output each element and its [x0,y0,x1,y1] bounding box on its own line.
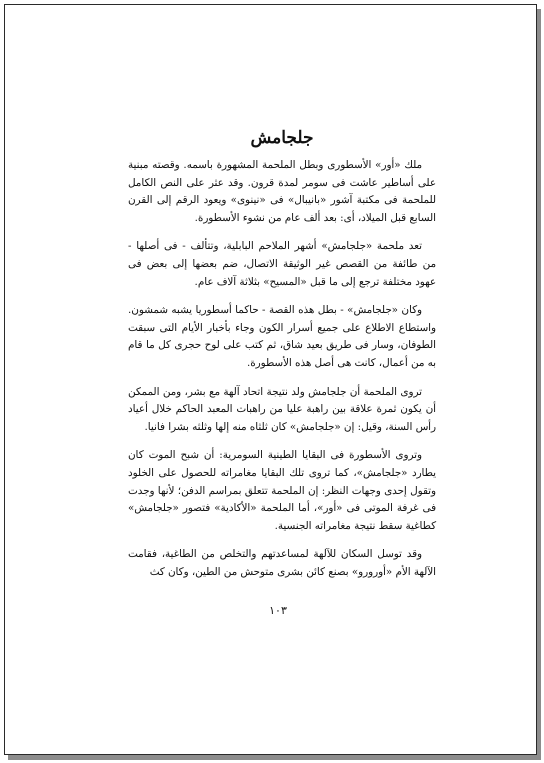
paragraph: وتروى الأسطورة فى البقايا الطينية السومرية: أن شبح الموت كان يطارد «جلجامش»، كما تروى تلك البقايا مغامراته للحصول على الخلود وتقول إحدى وجهات النظر: إن الملحمة تتعلق بمراسم الدفن؛ لأنها وجدت فى غرفة الموتى فى «أور»، أما الملحمة «الأكادية» فتصور «جلجامش» كطاغية سقط نتيجة مغامراته الجنسية. [128,449,436,532]
page [4,4,537,755]
paragraph: تعد ملحمة «جلجامش» أشهر الملاحم البابلية، وتتألف - فى أصلها - من طائفة من القصص غير الوثيقة الاتصال، ضم بعضها إلى بعض فى عهود مختلفة ترجع إلى ما قبل «المسيح» بثلاثة آلاف عام. [128,240,436,288]
page-title: جلجامش [250,128,314,148]
paragraph: ملك «أور» الأسطورى وبطل الملحمة المشهورة باسمه. وقصته مبنية على أساطير عاشت فى سومر لمدة قرون. وقد عثر على النص الكامل للملحمة فى مكتبة آشور «بانيبال» فى «نينوى» ويعود الرقم إلى القرن السابع قبل الميلاد، أى: بعد ألف عام من نشوء الأسطورة. [128,159,436,224]
paragraph: تروى الملحمة أن جلجامش ولد نتيجة اتحاد آلهة مع بشر، ومن الممكن أن يكون ثمرة علاقة بين راهبة عليا من راهبات المعبد الحاكم خلال أعياد رأس السنة، وقيل: إن «جلجامش» كان ثلثاه منه إلها وثلثه بشرا فانيا. [128,385,436,433]
paragraph: وكان «جلجامش» - بطل هذه القصة - حاكما أسطوريا يشبه شمشون. واستطاع الاطلاع على جميع أسرار الكون وجاء بأخبار الأيام التى سبقت الطوفان، وسار فى طريق بعيد شاق، ثم كتب على لوح حجرى كل ما قام به من أعمال، كانت هى أصل هذه الأسطورة. [128,304,436,369]
paragraph: وقد توسل السكان للآلهة لمساعدتهم والتخلص من الطاغية، فقامت الآلهة الأم «أورورو» بصنع كائن بشرى متوحش من الطين، وكان كث [128,548,436,578]
page-number: ١٠٣ [269,604,287,617]
page-content [128,127,436,592]
